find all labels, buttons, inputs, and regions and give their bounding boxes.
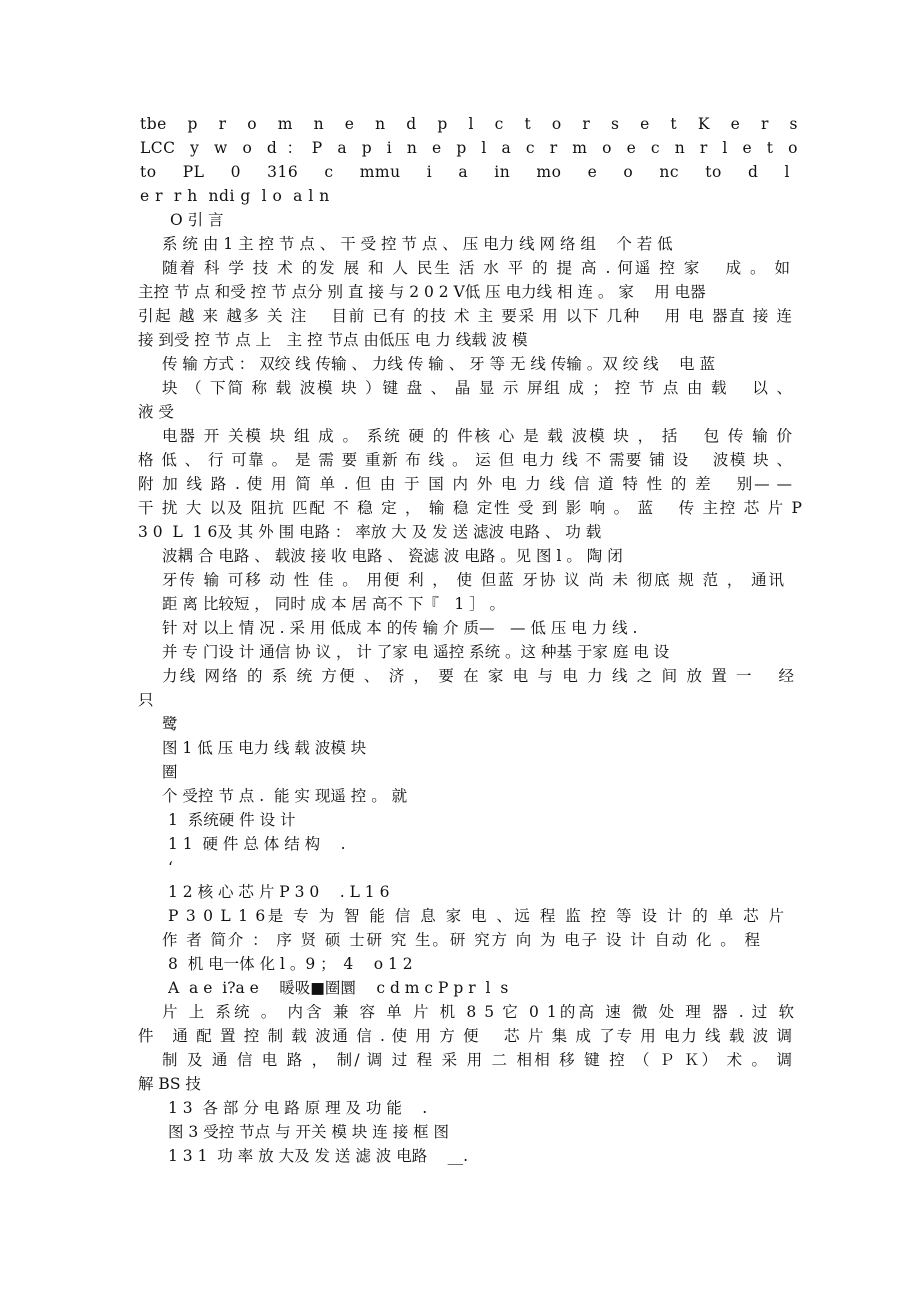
text-line: 随着 科 学 技 术 的发 展 和 人 民生 活 水 平 的 提 高 . 何遥 控 家 成 。 如 bbox=[162, 259, 790, 277]
text-line: 针 对 以上 情 况 . 采 用 低成 本 的传 输 介 质— — 低 压 电 力 线 . bbox=[162, 619, 638, 637]
text-line: 圈 bbox=[162, 763, 178, 781]
text-line: 系 统 由 1 主 控 节 点 、 干 受 控 节 点 、 压 电力 线 网 络 组 个 若 低 bbox=[162, 235, 673, 253]
text-line: A a e i?a e 暖吸■圈圜 c d m c P p r l s bbox=[168, 979, 509, 997]
text-line: 块 （ 下简 称 载 波模 块 ）键 盘 、 晶 显 示 屏组 成 ； 控 节 点 由 载 以 、 bbox=[162, 379, 792, 397]
abstract-line-4: e r r h ndi g l o a l n bbox=[140, 187, 330, 205]
section-heading: 1 系统硬 件 设 计 bbox=[168, 811, 296, 829]
text-line: 距 离 比较短 ， 同时 成 本 居 高不 下『 1 ］ 。 bbox=[162, 595, 506, 613]
author-note: 作 者 简介 ： 序 贤 硕 士研 究 生。研 究方 向 为 电子 设 计 自动 化 。 程 bbox=[162, 931, 760, 949]
text-line: 并 专 门设 计 通信 协 议 ， 计 了家 电 遥控 系统 。这 种基 于家 庭 电 设 bbox=[162, 643, 670, 661]
figure-caption: 图 3 受控 节点 与 开关 模 块 连 接 框 图 bbox=[168, 1123, 450, 1141]
text-line: 接 到受 控 节 点 上 主 控 节点 由低压 电 力 线载 波 模 bbox=[138, 331, 528, 349]
abstract-line-1: tbe p r o m n e n d p l c t o r s e t K e r s bbox=[140, 115, 798, 133]
abstract-line-3: to PL 0 316 c mmu i a in mo e o nc to d l bbox=[140, 163, 790, 181]
text-line: 制 及 通 信 电 路 ， 制/ 调 过 程 采 用 二 相相 移 键 控 （ Ｐ Ｋ） 术 。 调 bbox=[162, 1051, 792, 1069]
figure-caption: 图 1 低 压 电力 线 载 波模 块 bbox=[162, 739, 367, 757]
text-line: 个 受控 节 点 . 能 实 现遥 控 。 就 bbox=[162, 787, 408, 805]
abstract-line-2: LCC y w o d：P a p i n e p l a c r m o e c n r l e t o bbox=[140, 139, 798, 157]
text-line: 波耦 合 电路 、 载波 接 收 电路 、 瓷滤 波 电路 。见 图 l 。 陶 闭 bbox=[162, 547, 623, 565]
text-line: 牙传 输 可移 动 性 佳 。 用便 利 ， 使 但蓝 牙协 议 尚 未 彻底 规 范 ， 通讯 bbox=[162, 571, 784, 589]
text-line: 主控 节 点 和受 控 节 点分 别 直 接 与 2 0 2 V低 压 电力线 相 连 。 家 用 电器 bbox=[138, 283, 706, 301]
text-line: P 3 0 L 1 6是 专 为 智 能 信 息 家 电 、远 程 监 控 等 设 计 的 单 芯 片 bbox=[168, 907, 784, 925]
text-line: 引起 越 来 越多 关 注 目前 已有 的技 术 主 要采 用 以下 几种 用 电 器直 接 连 bbox=[138, 307, 792, 325]
subsection-heading: 1 3 各 部 分 电 路 原 理 及 功 能 . bbox=[168, 1099, 428, 1117]
text-line: 片 上 系统 。 内含 兼 容 单 片 机 8 5 它 0 1的高 速 微 处 理 器 . 过 软 bbox=[162, 1003, 794, 1021]
text-line: 3 0 L 1 6及 其 外 围 电路 ： 率放 大 及 发 送 滤波 电路 、 功 载 bbox=[138, 523, 602, 541]
text-line: 附 加 线 路 . 使 用 简 单 . 但 由 于 国 内 外 电 力 线 信 道 特 性 的 差 别— — bbox=[138, 475, 792, 493]
text-line: 电器 开 关模 块 组 成 。 系统 硬 的 件核 心 是 载 波模 块 ， 括 包 传 输 价 bbox=[162, 427, 792, 445]
subsection-heading: 1 1 硬 件 总 体 结 构 . bbox=[168, 835, 346, 853]
text-line: 干 扰 大 以及 阻抗 匹配 不 稳 定 ， 输 稳 定性 受 到 影 响 。 蓝 传 主控 芯 片 P bbox=[138, 499, 802, 517]
text-line: 8 机 电一体 化 l 。9 ； 4 o 1 2 bbox=[168, 955, 413, 973]
text-line: 格 低 、 行 可靠 。 是 需 要 重新 布 线 。 运 但 电力 线 不 需要 铺 设 波模 块 、 bbox=[138, 451, 792, 469]
subsection-heading: 1 2 核 心 芯 片 P 3 0 . L 1 6 bbox=[168, 883, 390, 901]
text-line: 件 通 配 置 控 制 载 波通 信 . 使 用 方 便 芯 片 集 成 了专 用 电力 线 载 波 调 bbox=[138, 1027, 792, 1045]
text-line: 传 输 方式 ： 双绞 线 传输 、 力线 传 输 、 牙 等 无 线 传输 。双 绞 线 电 蓝 bbox=[162, 355, 715, 373]
text-line: 鹭 bbox=[162, 715, 178, 733]
section-heading-intro: O 引 言 bbox=[170, 211, 224, 229]
text-line: ‘ bbox=[168, 859, 173, 877]
subsection-heading: 1 3 1 功 率 放 大及 发 送 滤 波 电路 __. bbox=[168, 1147, 469, 1165]
text-line: 力线 网络 的 系 统 方便 、 济 ， 要 在 家 电 与 电 力 线 之 间 放 置 一 经 bbox=[162, 667, 794, 685]
text-line: 液 受 bbox=[138, 403, 174, 421]
text-line: 解 BS 技 bbox=[138, 1075, 201, 1093]
text-line: 只 bbox=[138, 691, 154, 709]
